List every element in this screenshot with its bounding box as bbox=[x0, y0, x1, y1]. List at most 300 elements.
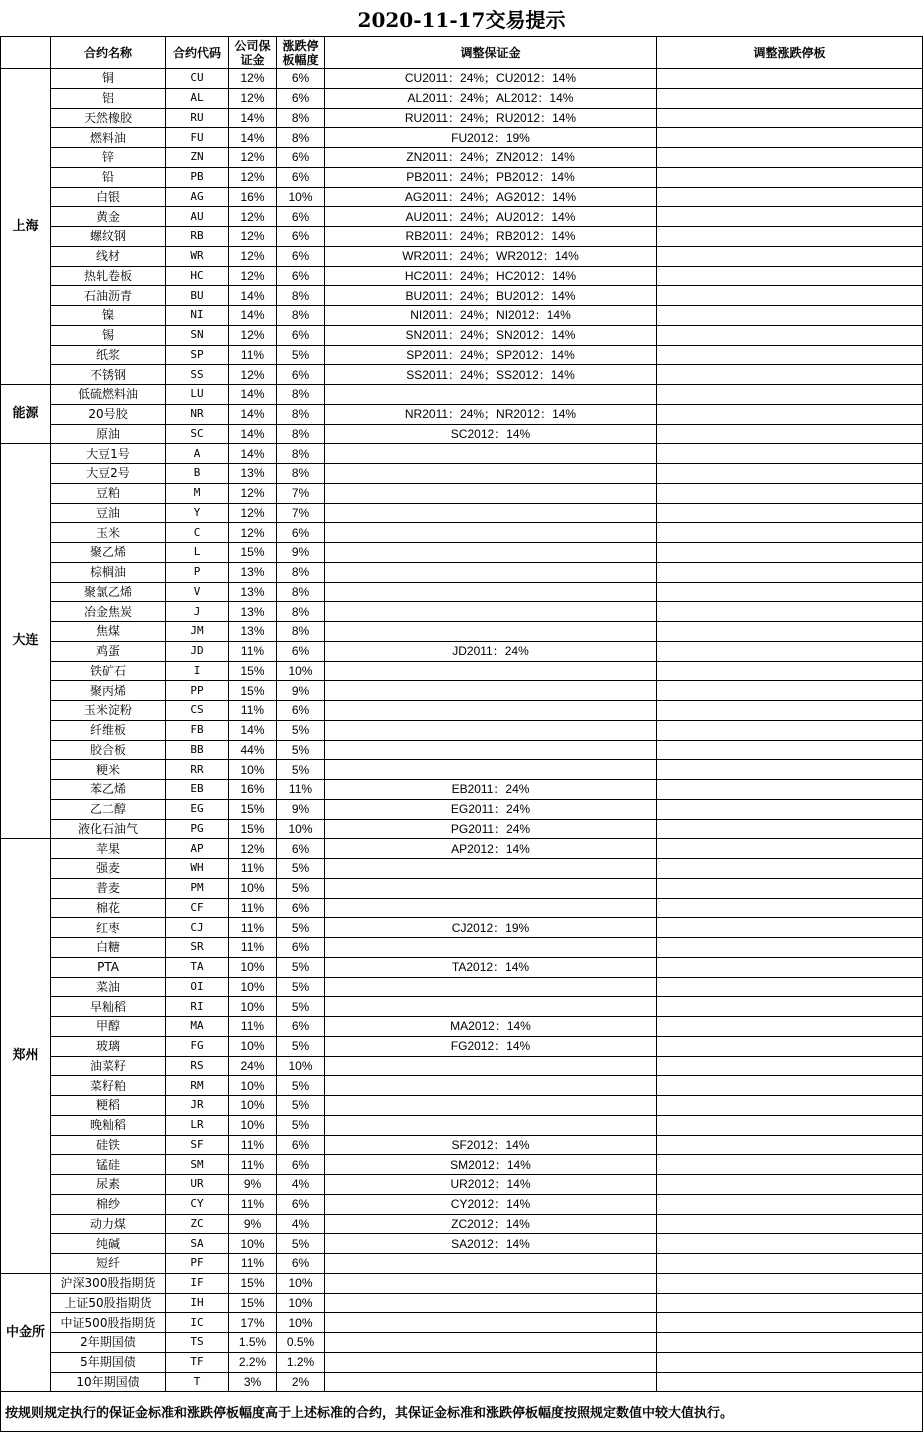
price-limit-cell: 6% bbox=[277, 69, 325, 89]
adjusted-limit-cell bbox=[657, 602, 923, 622]
company-margin-cell: 12% bbox=[229, 365, 277, 385]
table-row bbox=[1, 562, 923, 582]
adjusted-margin-cell bbox=[325, 997, 657, 1017]
adjusted-margin-cell: SC2012：14% bbox=[325, 424, 657, 444]
company-margin-cell: 2.2% bbox=[229, 1352, 277, 1372]
table-row bbox=[1, 582, 923, 602]
price-limit-cell: 6% bbox=[277, 167, 325, 187]
contract-code-cell: AU bbox=[166, 207, 229, 227]
company-margin-cell: 10% bbox=[229, 997, 277, 1017]
adjusted-limit-cell bbox=[657, 1194, 923, 1214]
table-row bbox=[1, 1194, 923, 1214]
adjusted-margin-cell: EB2011：24% bbox=[325, 780, 657, 800]
adjusted-margin-cell: FG2012：14% bbox=[325, 1036, 657, 1056]
contract-code-cell: RS bbox=[166, 1056, 229, 1076]
company-margin-cell: 15% bbox=[229, 543, 277, 563]
adjusted-margin-cell bbox=[325, 582, 657, 602]
adjusted-limit-cell bbox=[657, 720, 923, 740]
contract-code-cell: RU bbox=[166, 108, 229, 128]
contract-code-cell: IC bbox=[166, 1313, 229, 1333]
adjusted-limit-cell bbox=[657, 1076, 923, 1096]
contract-code-cell: FU bbox=[166, 128, 229, 148]
adjusted-limit-cell bbox=[657, 286, 923, 306]
company-margin-cell: 11% bbox=[229, 918, 277, 938]
adjusted-margin-cell bbox=[325, 1273, 657, 1293]
contract-name-cell: 大豆1号 bbox=[51, 444, 166, 464]
table-body bbox=[1, 69, 923, 1392]
contract-code-cell: OI bbox=[166, 977, 229, 997]
contract-code-cell: JR bbox=[166, 1096, 229, 1116]
contract-name-cell: 普麦 bbox=[51, 878, 166, 898]
table-row bbox=[1, 1273, 923, 1293]
price-limit-cell: 6% bbox=[277, 325, 325, 345]
contract-name-cell: PTA bbox=[51, 957, 166, 977]
price-limit-cell: 10% bbox=[277, 1273, 325, 1293]
header-contract-name: 合约名称 bbox=[51, 37, 166, 69]
adjusted-limit-cell bbox=[657, 1135, 923, 1155]
adjusted-limit-cell bbox=[657, 1254, 923, 1274]
company-margin-cell: 12% bbox=[229, 69, 277, 89]
company-margin-cell: 15% bbox=[229, 681, 277, 701]
contract-name-cell: 苹果 bbox=[51, 839, 166, 859]
company-margin-cell: 11% bbox=[229, 345, 277, 365]
table-row bbox=[1, 108, 923, 128]
adjusted-margin-cell bbox=[325, 562, 657, 582]
table-row bbox=[1, 148, 923, 168]
adjusted-margin-cell: SN2011：24%；SN2012：14% bbox=[325, 325, 657, 345]
adjusted-limit-cell bbox=[657, 1234, 923, 1254]
adjusted-limit-cell bbox=[657, 859, 923, 879]
contract-code-cell: Y bbox=[166, 503, 229, 523]
company-margin-cell: 13% bbox=[229, 602, 277, 622]
price-limit-cell: 8% bbox=[277, 128, 325, 148]
contract-name-cell: 棉花 bbox=[51, 898, 166, 918]
adjusted-margin-cell bbox=[325, 483, 657, 503]
adjusted-limit-cell bbox=[657, 681, 923, 701]
region-label: 郑州 bbox=[1, 839, 51, 1274]
adjusted-margin-cell bbox=[325, 1115, 657, 1135]
company-margin-cell: 13% bbox=[229, 464, 277, 484]
contract-name-cell: 纤维板 bbox=[51, 720, 166, 740]
adjusted-margin-cell bbox=[325, 1372, 657, 1392]
table-row bbox=[1, 503, 923, 523]
contract-name-cell: 天然橡胶 bbox=[51, 108, 166, 128]
table-row bbox=[1, 464, 923, 484]
adjusted-limit-cell bbox=[657, 345, 923, 365]
company-margin-cell: 11% bbox=[229, 701, 277, 721]
adjusted-limit-cell bbox=[657, 306, 923, 326]
contract-name-cell: 5年期国债 bbox=[51, 1352, 166, 1372]
contract-code-cell: RM bbox=[166, 1076, 229, 1096]
adjusted-margin-cell: AG2011：24%；AG2012：14% bbox=[325, 187, 657, 207]
adjusted-limit-cell bbox=[657, 523, 923, 543]
table-row bbox=[1, 622, 923, 642]
adjusted-margin-cell bbox=[325, 1254, 657, 1274]
contract-code-cell: CF bbox=[166, 898, 229, 918]
contract-name-cell: 白糖 bbox=[51, 938, 166, 958]
adjusted-margin-cell bbox=[325, 503, 657, 523]
price-limit-cell: 9% bbox=[277, 681, 325, 701]
contract-name-cell: 20号胶 bbox=[51, 404, 166, 424]
table-row bbox=[1, 602, 923, 622]
contract-code-cell: J bbox=[166, 602, 229, 622]
adjusted-margin-cell: ZN2011：24%；ZN2012：14% bbox=[325, 148, 657, 168]
contract-code-cell: BU bbox=[166, 286, 229, 306]
table-row bbox=[1, 266, 923, 286]
contract-code-cell: CY bbox=[166, 1194, 229, 1214]
header-price-limit: 涨跌停板幅度 bbox=[277, 37, 325, 69]
contract-name-cell: 原油 bbox=[51, 424, 166, 444]
company-margin-cell: 15% bbox=[229, 661, 277, 681]
contract-name-cell: 菜籽粕 bbox=[51, 1076, 166, 1096]
price-limit-cell: 8% bbox=[277, 562, 325, 582]
adjusted-limit-cell bbox=[657, 839, 923, 859]
table-row bbox=[1, 641, 923, 661]
adjusted-margin-cell: FU2012：19% bbox=[325, 128, 657, 148]
contract-code-cell: A bbox=[166, 444, 229, 464]
company-margin-cell: 11% bbox=[229, 1017, 277, 1037]
contract-name-cell: 粳米 bbox=[51, 760, 166, 780]
price-limit-cell: 6% bbox=[277, 938, 325, 958]
price-limit-cell: 11% bbox=[277, 780, 325, 800]
contract-name-cell: 甲醇 bbox=[51, 1017, 166, 1037]
contract-name-cell: 上证50股指期货 bbox=[51, 1293, 166, 1313]
adjusted-limit-cell bbox=[657, 325, 923, 345]
contract-code-cell: SN bbox=[166, 325, 229, 345]
adjusted-limit-cell bbox=[657, 780, 923, 800]
footnote: 按规则规定执行的保证金标准和涨跌停板幅度高于上述标准的合约，其保证金标准和涨跌停板幅度按照规定数值中较大值执行。 bbox=[1, 1392, 923, 1432]
contract-code-cell: CS bbox=[166, 701, 229, 721]
contract-code-cell: LR bbox=[166, 1115, 229, 1135]
contract-code-cell: WH bbox=[166, 859, 229, 879]
price-limit-cell: 8% bbox=[277, 424, 325, 444]
adjusted-limit-cell bbox=[657, 1036, 923, 1056]
contract-name-cell: 铅 bbox=[51, 167, 166, 187]
adjusted-limit-cell bbox=[657, 898, 923, 918]
adjusted-margin-cell: AP2012：14% bbox=[325, 839, 657, 859]
contract-name-cell: 豆粕 bbox=[51, 483, 166, 503]
adjusted-limit-cell bbox=[657, 1293, 923, 1313]
company-margin-cell: 13% bbox=[229, 582, 277, 602]
contract-name-cell: 棕榈油 bbox=[51, 562, 166, 582]
adjusted-limit-cell bbox=[657, 503, 923, 523]
price-limit-cell: 6% bbox=[277, 1155, 325, 1175]
adjusted-limit-cell bbox=[657, 938, 923, 958]
adjusted-margin-cell bbox=[325, 1096, 657, 1116]
price-limit-cell: 10% bbox=[277, 819, 325, 839]
adjusted-margin-cell: HC2011：24%；HC2012：14% bbox=[325, 266, 657, 286]
trading-notice-table bbox=[0, 36, 923, 1432]
table-row bbox=[1, 444, 923, 464]
company-margin-cell: 11% bbox=[229, 641, 277, 661]
company-margin-cell: 14% bbox=[229, 444, 277, 464]
adjusted-limit-cell bbox=[657, 108, 923, 128]
table-row bbox=[1, 839, 923, 859]
company-margin-cell: 12% bbox=[229, 325, 277, 345]
price-limit-cell: 8% bbox=[277, 602, 325, 622]
table-row bbox=[1, 483, 923, 503]
table-row bbox=[1, 167, 923, 187]
adjusted-limit-cell bbox=[657, 404, 923, 424]
adjusted-margin-cell: AU2011：24%；AU2012：14% bbox=[325, 207, 657, 227]
price-limit-cell: 6% bbox=[277, 641, 325, 661]
adjusted-limit-cell bbox=[657, 997, 923, 1017]
contract-code-cell: PG bbox=[166, 819, 229, 839]
table-row bbox=[1, 957, 923, 977]
company-margin-cell: 15% bbox=[229, 1273, 277, 1293]
contract-name-cell: 锡 bbox=[51, 325, 166, 345]
contract-name-cell: 锌 bbox=[51, 148, 166, 168]
adjusted-limit-cell bbox=[657, 918, 923, 938]
adjusted-limit-cell bbox=[657, 69, 923, 89]
price-limit-cell: 2% bbox=[277, 1372, 325, 1392]
contract-code-cell: CU bbox=[166, 69, 229, 89]
adjusted-margin-cell bbox=[325, 1076, 657, 1096]
contract-name-cell: 玉米淀粉 bbox=[51, 701, 166, 721]
contract-code-cell: V bbox=[166, 582, 229, 602]
adjusted-margin-cell: EG2011：24% bbox=[325, 799, 657, 819]
company-margin-cell: 44% bbox=[229, 740, 277, 760]
price-limit-cell: 5% bbox=[277, 1076, 325, 1096]
adjusted-limit-cell bbox=[657, 148, 923, 168]
contract-name-cell: 不锈钢 bbox=[51, 365, 166, 385]
contract-name-cell: 铁矿石 bbox=[51, 661, 166, 681]
contract-name-cell: 镍 bbox=[51, 306, 166, 326]
footnote-row bbox=[1, 1392, 923, 1432]
adjusted-margin-cell bbox=[325, 464, 657, 484]
company-margin-cell: 10% bbox=[229, 1096, 277, 1116]
company-margin-cell: 12% bbox=[229, 207, 277, 227]
price-limit-cell: 10% bbox=[277, 1313, 325, 1333]
company-margin-cell: 11% bbox=[229, 859, 277, 879]
company-margin-cell: 17% bbox=[229, 1313, 277, 1333]
adjusted-margin-cell: CU2011：24%；CU2012：14% bbox=[325, 69, 657, 89]
adjusted-margin-cell bbox=[325, 898, 657, 918]
company-margin-cell: 12% bbox=[229, 148, 277, 168]
price-limit-cell: 5% bbox=[277, 977, 325, 997]
adjusted-margin-cell bbox=[325, 543, 657, 563]
contract-name-cell: 焦煤 bbox=[51, 622, 166, 642]
company-margin-cell: 12% bbox=[229, 266, 277, 286]
contract-name-cell: 短纤 bbox=[51, 1254, 166, 1274]
contract-code-cell: PF bbox=[166, 1254, 229, 1274]
adjusted-limit-cell bbox=[657, 246, 923, 266]
page-title: 2020-11-17交易提示 bbox=[357, 8, 566, 32]
table-row bbox=[1, 306, 923, 326]
price-limit-cell: 10% bbox=[277, 1293, 325, 1313]
adjusted-limit-cell bbox=[657, 661, 923, 681]
adjusted-margin-cell: SF2012：14% bbox=[325, 1135, 657, 1155]
table-row bbox=[1, 918, 923, 938]
region-label: 上海 bbox=[1, 69, 51, 385]
adjusted-limit-cell bbox=[657, 1372, 923, 1392]
adjusted-margin-cell: SA2012：14% bbox=[325, 1234, 657, 1254]
table-row bbox=[1, 819, 923, 839]
contract-code-cell: C bbox=[166, 523, 229, 543]
adjusted-limit-cell bbox=[657, 444, 923, 464]
table-row bbox=[1, 1076, 923, 1096]
table-row bbox=[1, 227, 923, 247]
company-margin-cell: 11% bbox=[229, 898, 277, 918]
company-margin-cell: 14% bbox=[229, 404, 277, 424]
price-limit-cell: 6% bbox=[277, 523, 325, 543]
price-limit-cell: 4% bbox=[277, 1214, 325, 1234]
table-row bbox=[1, 681, 923, 701]
price-limit-cell: 8% bbox=[277, 108, 325, 128]
company-margin-cell: 12% bbox=[229, 167, 277, 187]
adjusted-limit-cell bbox=[657, 167, 923, 187]
adjusted-limit-cell bbox=[657, 1017, 923, 1037]
company-margin-cell: 14% bbox=[229, 108, 277, 128]
company-margin-cell: 10% bbox=[229, 878, 277, 898]
price-limit-cell: 4% bbox=[277, 1175, 325, 1195]
contract-name-cell: 鸡蛋 bbox=[51, 641, 166, 661]
adjusted-margin-cell: BU2011：24%；BU2012：14% bbox=[325, 286, 657, 306]
contract-code-cell: P bbox=[166, 562, 229, 582]
contract-name-cell: 动力煤 bbox=[51, 1214, 166, 1234]
price-limit-cell: 6% bbox=[277, 266, 325, 286]
adjusted-limit-cell bbox=[657, 187, 923, 207]
header-region bbox=[1, 37, 51, 69]
price-limit-cell: 6% bbox=[277, 839, 325, 859]
contract-code-cell: RB bbox=[166, 227, 229, 247]
adjusted-limit-cell bbox=[657, 464, 923, 484]
adjusted-margin-cell bbox=[325, 1293, 657, 1313]
header-adjusted-margin: 调整保证金 bbox=[325, 37, 657, 69]
contract-name-cell: 粳稻 bbox=[51, 1096, 166, 1116]
table-row bbox=[1, 1254, 923, 1274]
adjusted-margin-cell: AL2011：24%；AL2012：14% bbox=[325, 88, 657, 108]
adjusted-margin-cell bbox=[325, 1056, 657, 1076]
adjusted-limit-cell bbox=[657, 760, 923, 780]
contract-name-cell: 液化石油气 bbox=[51, 819, 166, 839]
contract-code-cell: SP bbox=[166, 345, 229, 365]
header-company-margin: 公司保证金 bbox=[229, 37, 277, 69]
table-row bbox=[1, 1115, 923, 1135]
table-row bbox=[1, 385, 923, 405]
contract-name-cell: 晚籼稻 bbox=[51, 1115, 166, 1135]
table-row bbox=[1, 720, 923, 740]
price-limit-cell: 10% bbox=[277, 661, 325, 681]
price-limit-cell: 6% bbox=[277, 246, 325, 266]
price-limit-cell: 5% bbox=[277, 1096, 325, 1116]
table-row bbox=[1, 345, 923, 365]
adjusted-margin-cell bbox=[325, 859, 657, 879]
contract-name-cell: 黄金 bbox=[51, 207, 166, 227]
header-row bbox=[1, 37, 923, 69]
table-row bbox=[1, 1135, 923, 1155]
adjusted-margin-cell: RU2011：24%；RU2012：14% bbox=[325, 108, 657, 128]
contract-code-cell: SM bbox=[166, 1155, 229, 1175]
company-margin-cell: 9% bbox=[229, 1175, 277, 1195]
contract-code-cell: PB bbox=[166, 167, 229, 187]
price-limit-cell: 10% bbox=[277, 187, 325, 207]
adjusted-margin-cell bbox=[325, 760, 657, 780]
adjusted-limit-cell bbox=[657, 878, 923, 898]
adjusted-limit-cell bbox=[657, 1115, 923, 1135]
contract-name-cell: 红枣 bbox=[51, 918, 166, 938]
contract-name-cell: 纸浆 bbox=[51, 345, 166, 365]
price-limit-cell: 5% bbox=[277, 1234, 325, 1254]
company-margin-cell: 10% bbox=[229, 1234, 277, 1254]
price-limit-cell: 8% bbox=[277, 622, 325, 642]
company-margin-cell: 12% bbox=[229, 503, 277, 523]
contract-name-cell: 白银 bbox=[51, 187, 166, 207]
price-limit-cell: 6% bbox=[277, 88, 325, 108]
contract-code-cell: JD bbox=[166, 641, 229, 661]
table-row bbox=[1, 187, 923, 207]
price-limit-cell: 5% bbox=[277, 997, 325, 1017]
contract-code-cell: JM bbox=[166, 622, 229, 642]
adjusted-margin-cell: CY2012：14% bbox=[325, 1194, 657, 1214]
table-row bbox=[1, 325, 923, 345]
company-margin-cell: 10% bbox=[229, 957, 277, 977]
company-margin-cell: 10% bbox=[229, 1076, 277, 1096]
table-row bbox=[1, 701, 923, 721]
contract-code-cell: SR bbox=[166, 938, 229, 958]
price-limit-cell: 7% bbox=[277, 483, 325, 503]
company-margin-cell: 13% bbox=[229, 562, 277, 582]
adjusted-limit-cell bbox=[657, 562, 923, 582]
price-limit-cell: 8% bbox=[277, 385, 325, 405]
adjusted-margin-cell bbox=[325, 1352, 657, 1372]
price-limit-cell: 1.2% bbox=[277, 1352, 325, 1372]
table-row bbox=[1, 207, 923, 227]
adjusted-limit-cell bbox=[657, 365, 923, 385]
price-limit-cell: 5% bbox=[277, 957, 325, 977]
table-row bbox=[1, 740, 923, 760]
price-limit-cell: 9% bbox=[277, 543, 325, 563]
company-margin-cell: 16% bbox=[229, 780, 277, 800]
table-row bbox=[1, 878, 923, 898]
table-row bbox=[1, 404, 923, 424]
table-row bbox=[1, 780, 923, 800]
adjusted-limit-cell bbox=[657, 1214, 923, 1234]
region-label: 中金所 bbox=[1, 1273, 51, 1392]
adjusted-limit-cell bbox=[657, 1313, 923, 1333]
table-row bbox=[1, 286, 923, 306]
adjusted-limit-cell bbox=[657, 957, 923, 977]
company-margin-cell: 10% bbox=[229, 977, 277, 997]
table-row bbox=[1, 1155, 923, 1175]
adjusted-limit-cell bbox=[657, 977, 923, 997]
table-row bbox=[1, 246, 923, 266]
adjusted-margin-cell: NI2011：24%；NI2012：14% bbox=[325, 306, 657, 326]
company-margin-cell: 14% bbox=[229, 306, 277, 326]
contract-code-cell: IH bbox=[166, 1293, 229, 1313]
price-limit-cell: 5% bbox=[277, 878, 325, 898]
company-margin-cell: 11% bbox=[229, 1194, 277, 1214]
company-margin-cell: 14% bbox=[229, 286, 277, 306]
contract-code-cell: BB bbox=[166, 740, 229, 760]
contract-code-cell: FB bbox=[166, 720, 229, 740]
table-row bbox=[1, 88, 923, 108]
adjusted-margin-cell bbox=[325, 1313, 657, 1333]
price-limit-cell: 8% bbox=[277, 404, 325, 424]
table-row bbox=[1, 859, 923, 879]
contract-name-cell: 低硫燃料油 bbox=[51, 385, 166, 405]
adjusted-limit-cell bbox=[657, 1155, 923, 1175]
adjusted-limit-cell bbox=[657, 424, 923, 444]
adjusted-margin-cell bbox=[325, 661, 657, 681]
adjusted-margin-cell: CJ2012：19% bbox=[325, 918, 657, 938]
table-row bbox=[1, 1293, 923, 1313]
price-limit-cell: 5% bbox=[277, 345, 325, 365]
contract-name-cell: 2年期国债 bbox=[51, 1333, 166, 1353]
adjusted-limit-cell bbox=[657, 227, 923, 247]
adjusted-margin-cell bbox=[325, 602, 657, 622]
price-limit-cell: 8% bbox=[277, 286, 325, 306]
